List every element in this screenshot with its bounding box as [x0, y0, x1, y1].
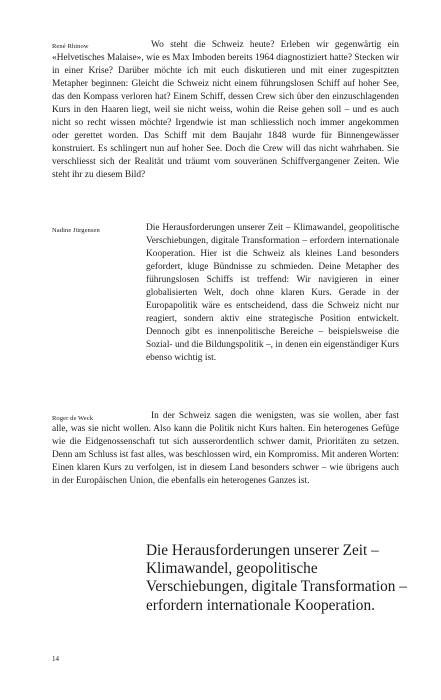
contribution-text-roger-de-weck: In der Schweiz sagen die wenigsten, was sie wollen, aber fast alle, was sie nicht wollen. Also kann die Politik nicht Kurs halten. Ein heterogenes Gefüge wie die Eidgenossenschaft tut sich ausserordentlich schwer damit, Prioritäten zu setzen. Denn am Schluss ist fast alles, was beschlossen wird, ein Kompromiss. Mit anderen Worten: Einen klaren Kurs zu verfolgen, ist in diesem Land besonders schwer – wie übrigens auch in der Europäischen Union, die ebenfalls ein heterogenes Ganzes ist. — [52, 411, 399, 487]
contribution-text-rene-rhinow: Wo steht die Schweiz heute? Erleben wir gegenwärtig ein «Helvetisches Malaise», wie es Max Imboden bereits 1964 diagnostiziert hatte? Stecken wir in einer Krise? Darüber möchte ich mit euch diskutieren und mit einer zugespitzten Metapher beginnen: Gleicht die Schweiz nicht einem führungslosen Schiff auf hoher See, das den Kompass verloren hat? Einem Schiff, dessen Crew sich über den einzuschlagenden Kurs in den Haaren liegt, weil sie nicht weiss, wohin die Reise gehen soll – und es auch nicht so recht wissen möchte? Irgendwie ist man schliesslich noch immer angekommen oder gerettet worden. Das Schiff mit dem Baujahr 1848 wurde für Binnengewässer konstruiert. Es schlingert nun auf hoher See. Doch die Crew will das nicht wahrhaben. Sie verschliesst sich der Realität und träumt vom souveränen Schiffvergangener Zeiten. Wie steht ihr zu diesem Bild? — [52, 40, 399, 181]
pull-quote: Die Herausforderungen unserer Zeit – Klimawandel, geopolitische Verschiebungen, digitale Transformation – erfordern internationale Kooperation. — [146, 542, 407, 614]
contribution-text-nadine-juergensen: Die Herausforderungen unserer Zeit – Klimawandel, geopolitische Verschiebungen, digitale Transformation – erfordern internationale Kooperation. Hier ist die Schweiz als kleines Land besonders gefordert, kluge Bündnisse zu schmieden. Deine Metapher des führungslosen Schiffs ist treffend: Wir navigieren in einer globalisierten Welt, doch ohne klaren Kurs. Gerade in der Europapolitik wäre es entscheidend, dass die Schweiz nicht nur reagiert, sondern aktiv eine strategische Position entwickelt. Dennoch gibt es innenpolitische Bereiche – beispielsweise die Sozial- und die Bildungspolitik –, in denen ein eigenständiger Kurs ebenso wichtig ist. — [146, 223, 399, 364]
page-number: 14 — [52, 655, 59, 663]
speaker-name-nadine-juergensen: Nadine Jürgensen — [52, 227, 100, 234]
speaker-name-rene-rhinow: René Rhinow — [52, 43, 89, 50]
speaker-name-roger-de-weck: Roger de Weck — [52, 415, 94, 422]
